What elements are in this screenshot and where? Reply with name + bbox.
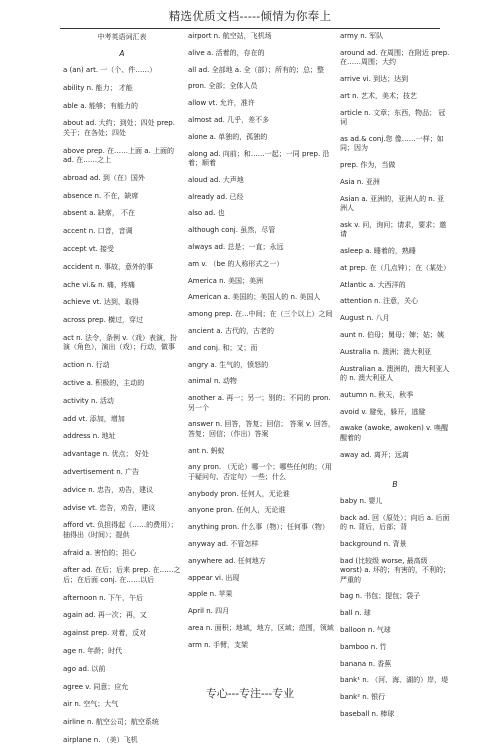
vocab-entry: pron. 全部；全体人员	[188, 82, 258, 91]
vocab-entry: bank¹ n. （河、海、湖的）岸，堤	[340, 676, 449, 685]
vocab-entry: afternoon n. 下午，午后	[63, 593, 143, 602]
vocab-entry: act n. 法令，条例 v.（戏）表演，扮演（角色），演出（戏）；行动，做事	[63, 333, 178, 352]
vocab-entry: August n. 八月	[340, 314, 390, 323]
vocab-entry: all ad. 全部地 a. 全（部）；所有的；总；整	[188, 65, 325, 74]
vocab-entry: autumn n. 秋天，秋季	[340, 390, 414, 399]
vocab-entry: add vt. 添加，增加	[63, 414, 125, 423]
vocab-entry: almost ad. 几乎，差不多	[188, 115, 270, 124]
vocab-entry: anything pron. 什么事（物）；任何事（物）	[188, 523, 329, 532]
vocab-entry: article n. 文章；东西，物品； 冠词	[340, 108, 446, 126]
vocab-entry: absent a. 缺席， 不在	[63, 209, 136, 218]
page-header: 精选优质文档-----倾情为你奉上	[168, 9, 332, 23]
document-title: 中考英语词汇表	[97, 33, 147, 41]
vocab-entry: Australian a. 澳洲的，澳大利亚人的 n. 澳大利亚人	[340, 364, 450, 382]
vocab-entry: anyway ad. 不管怎样	[188, 539, 259, 548]
vocab-entry: bad (比较级 worse, 最高级 worst) a. 坏的；有害的，不利的；严重的	[340, 556, 450, 584]
vocab-entry: bank² n. 银行	[340, 693, 386, 702]
vocab-entry: Asian a. 亚洲的，亚洲人的 n. 亚洲人	[340, 194, 445, 212]
vocab-entry: ant n. 蚂蚁	[188, 446, 225, 455]
vocab-entry: active a. 积极的，主动的	[63, 378, 145, 387]
vocab-entry: Asia n. 亚洲	[340, 177, 380, 186]
vocab-entry: airplane n. （美）飞机	[63, 735, 138, 744]
vocab-entry: America n. 美国；美洲	[188, 276, 263, 285]
vocab-entry: about ad. 大约；到处；四处 prep. 关于；在各处；四处	[63, 119, 175, 137]
vocab-entry: action n. 行动	[63, 361, 110, 370]
vocab-entry: arrive vi. 到达；达到	[340, 75, 409, 83]
vocab-entry: across prep. 横过，穿过	[63, 316, 144, 325]
vocab-entry: area n. 面积；地域，地方，区域；范围，领域	[188, 623, 334, 632]
column-3	[340, 32, 450, 727]
vocab-entry: also ad. 也	[188, 209, 225, 218]
vocab-entry: advice n. 忠告，劝告，建议	[63, 485, 154, 494]
vocab-entry: already ad. 已经	[188, 192, 244, 201]
vocab-entry: ask v. 问，询问；请求，要求；邀请	[340, 220, 447, 239]
vocab-entry: air n. 空气；大气	[63, 700, 119, 709]
vocab-entry: able a. 能够；有能力的	[63, 101, 138, 110]
vocab-entry: angry a. 生气的，愤怒的	[188, 360, 269, 369]
vocab-entry: airline n. 航空公司；航空系统	[63, 718, 159, 727]
entry-list	[188, 32, 336, 650]
vocab-entry: alone a. 单独的，孤独的	[188, 132, 268, 141]
vocab-entry: attention n. 注意，关心	[340, 297, 419, 306]
vocab-entry: alive a. 活着的，存在的	[188, 48, 265, 57]
section-letter-a: A	[119, 49, 125, 58]
vocab-entry: animal n. 动物	[188, 377, 237, 386]
vocab-entry: background n. 背景	[340, 539, 407, 548]
column-1	[63, 32, 181, 754]
vocab-entry: afraid a. 害怕的；担心	[63, 548, 137, 557]
vocab-entry: anybody pron. 任何人，无论谁	[188, 489, 290, 498]
vocab-entry: agree v. 同意；应允	[63, 682, 129, 691]
vocab-entry: avoid v. 避免，躲开，逃避	[340, 407, 426, 416]
vocab-entry: ache vi.& n. 痛，疼痛	[63, 280, 135, 289]
vocab-entry: Atlantic a. 大西洋的	[340, 280, 406, 289]
vocab-entry: arm n. 手臂，支架	[188, 640, 248, 649]
vocab-entry: baseball n. 棒球	[340, 709, 395, 718]
vocab-entry: always ad. 总是；一直；永远	[188, 242, 284, 251]
vocab-entry: banana n. 香蕉	[340, 659, 392, 668]
vocab-entry: bag n. 书包；提包；袋子	[340, 592, 421, 601]
vocab-entry: afford vt. 负担得起（……的费用）；抽得出（时间）；提供	[63, 521, 178, 539]
vocab-entry: above prep. 在……上面 a. 上面的 ad. 在……之上	[63, 146, 175, 164]
vocab-entry: advertisement n. 广告	[63, 467, 140, 476]
vocab-entry: achieve vt. 达到，取得	[63, 298, 139, 307]
vocab-entry: bamboo n. 竹	[340, 642, 387, 651]
vocab-entry: aloud ad. 大声地	[188, 175, 244, 184]
vocab-entry: away ad. 离开；远离	[340, 450, 409, 459]
vocab-entry: against prep. 对着，反对	[63, 629, 147, 638]
vocab-entry: any pron. （无论）哪一个；哪些任何的；（用于疑问句、否定句）一些；什么	[188, 463, 332, 481]
vocab-entry: address n. 地址	[63, 432, 116, 441]
vocab-entry: a (an) art. 一（个、件……）	[63, 66, 157, 74]
vocab-entry: advantage n. 优点； 好处	[63, 450, 149, 459]
vocab-entry: again ad. 再一次；再，又	[63, 611, 147, 620]
entry-list	[63, 66, 181, 745]
vocab-entry: advise vt. 忠告，劝告，建议	[63, 503, 156, 512]
vocab-entry: back ad. 回（原处）；向后 a. 后面的 n. 背后，后部；背	[340, 513, 450, 532]
header-rule	[60, 28, 440, 29]
vocab-entry: appear vi. 出现	[188, 573, 240, 582]
vocab-entry: anywhere ad. 任何地方	[188, 556, 266, 565]
vocab-entry: although conj. 虽然，尽管	[188, 226, 276, 235]
vocab-entry: another a. 再一；另一；别的；不同的 pron. 另一个	[188, 394, 331, 412]
vocab-entry: answer n. 回答，答复；回信； 答案 v. 回答，答复；回信；（作出）答案	[188, 420, 335, 438]
vocab-entry: among prep. 在...中间；在（三个以上）之间	[188, 310, 333, 319]
vocab-entry: prep. 作为，当做	[340, 161, 396, 169]
vocab-entry: ago ad. 以前	[63, 664, 106, 673]
vocab-entry: Australia n. 澳洲；澳大利亚	[340, 347, 432, 356]
vocab-entry: balloon n. 气球	[340, 625, 391, 634]
vocab-entry: art n. 艺术，美术；技艺	[340, 91, 418, 100]
vocab-entry: allow vt. 允许，准许	[188, 99, 255, 108]
vocab-entry: ball n. 球	[340, 609, 371, 618]
vocab-entry: age n. 年龄；时代	[63, 646, 123, 655]
vocab-entry: after ad. 在后；后来 prep. 在……之后；在后面 conj. 在……以后	[63, 566, 181, 584]
vocab-entry: along ad. 向前；和……一起；一同 prep. 沿着；顺着	[188, 149, 330, 167]
vocab-entry: and conj. 和；又；而	[188, 343, 258, 352]
vocab-entry: accident n. 事故，意外的事	[63, 262, 153, 271]
vocab-entry: at prep. 在（几点钟）；在（某处）	[340, 263, 451, 272]
vocab-entry: as ad.& conj.您 像……一样；如同；因为	[340, 134, 444, 153]
vocab-entry: around ad. 在周围；在附近 prep. 在……周围；大约	[340, 48, 450, 67]
vocab-entry: accept vt. 接受	[63, 244, 115, 253]
vocab-entry: activity n. 活动	[63, 396, 114, 405]
vocab-entry: am v. （be 的人称形式之一）	[188, 259, 284, 268]
entry-list	[340, 32, 450, 460]
vocab-entry: absence n. 不在，缺席	[63, 191, 139, 200]
vocab-entry: American a. 美国的；美国人的 n. 美国人	[188, 293, 321, 302]
vocab-entry: aunt n. 伯母；舅母；婶；姑；姨	[340, 330, 445, 339]
section-letter-b: B	[392, 479, 398, 489]
vocab-entry: asleep a. 睡着的，熟睡	[340, 247, 416, 255]
page-footer: 专心---专注---专业	[205, 687, 295, 700]
vocab-entry: April n. 四月	[188, 607, 230, 616]
vocab-entry: anyone pron. 任何人，无论谁	[188, 506, 286, 515]
vocab-entry: baby n. 婴儿	[340, 496, 383, 505]
vocab-entry: awake (awoke, awoken) v. 唤醒 醒着的	[340, 424, 449, 442]
vocab-entry: ability n. 能力； 才能	[63, 83, 133, 92]
vocab-entry: ancient a. 古代的，古老的	[188, 326, 274, 335]
vocab-entry: apple n. 苹果	[188, 590, 233, 599]
column-2	[188, 32, 336, 658]
vocab-entry: army n. 军队	[340, 32, 384, 40]
vocab-entry: abroad ad. 到（在）国外	[63, 173, 145, 182]
vocab-entry: airport n. 航空站，飞机场	[188, 32, 272, 40]
vocab-entry: accent n. 口音，音调	[63, 227, 133, 236]
